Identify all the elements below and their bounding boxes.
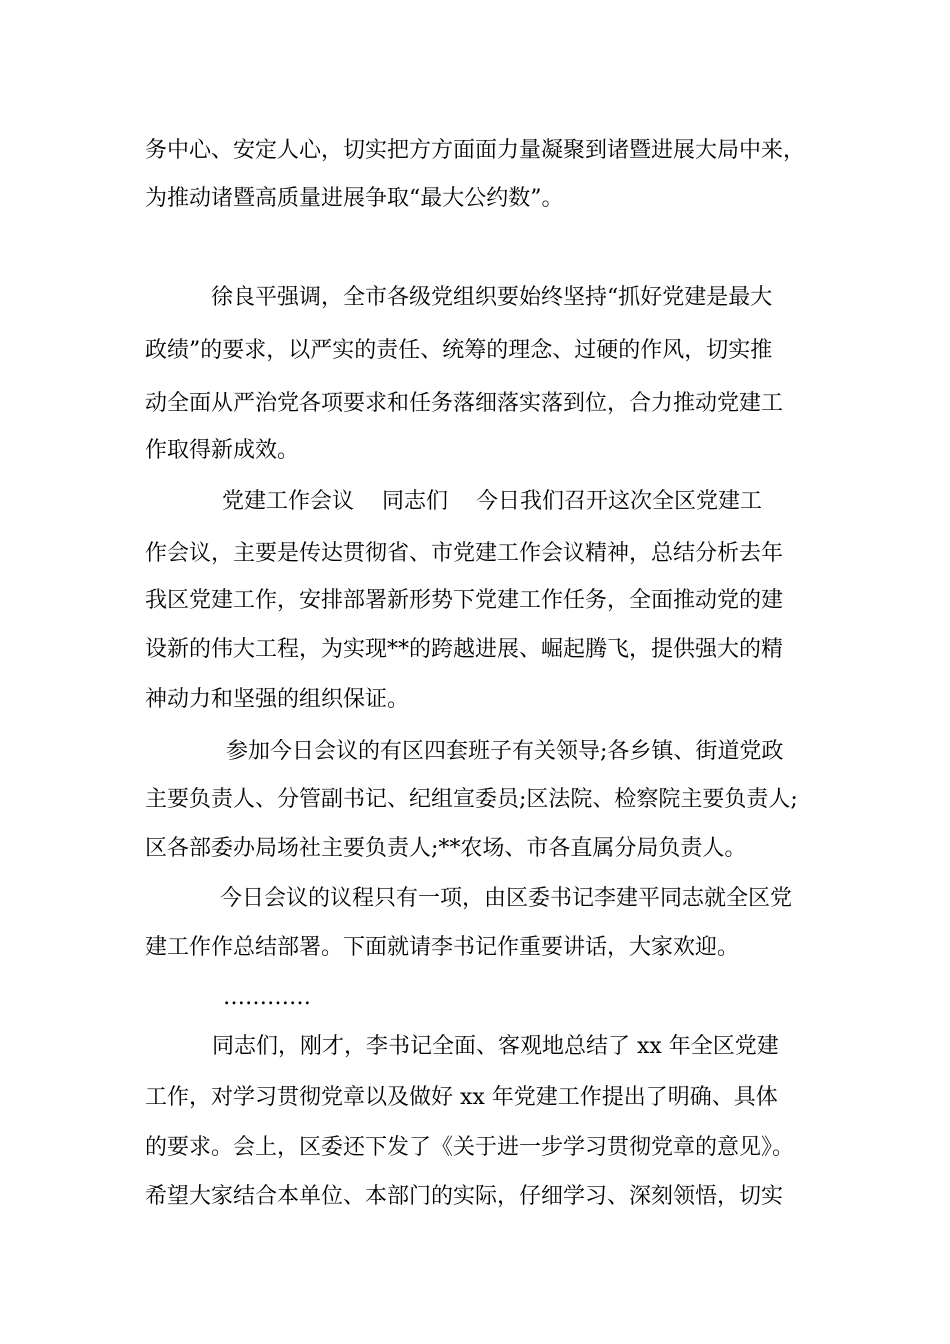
paragraph-start-line: 徐良平强调，全市各级党组织要始终坚持“抓好党建是最大 [211, 285, 773, 310]
text-line: 为推动诸暨高质量进展争取“最大公约数”。 [145, 186, 564, 211]
paragraph-start-line: 党建工作会议 同志们 今日我们召开这次全区党建工 [222, 489, 762, 514]
text-line: 作取得新成效。 [145, 438, 300, 463]
text-line: 动全面从严治党各项要求和任务落细落实落到位，合力推动党建工 [145, 391, 784, 416]
ellipsis-separator: ………… [223, 985, 311, 1010]
text-line: 希望大家结合本单位、本部门的实际，仔细学习、深刻领悟，切实 [145, 1184, 784, 1209]
paragraph-start-line: 参加今日会议的有区四套班子有关领导;各乡镇、街道党政 [226, 739, 784, 764]
text-line: 的要求。会上，区委还下发了《关于进一步学习贯彻党章的意见》。 [145, 1135, 795, 1160]
text-line: 主要负责人、分管副书记、纪组宣委员;区法院、检察院主要负责人; [145, 787, 798, 812]
paragraph-start-line: 今日会议的议程只有一项，由区委书记李建平同志就全区党 [220, 886, 793, 911]
text-line: 政绩”的要求，以严实的责任、统筹的理念、过硬的作风，切实推 [145, 338, 773, 363]
text-line: 我区党建工作，安排部署新形势下党建工作任务，全面推动党的建 [145, 588, 784, 613]
paragraph-start-line: 同志们，刚才，李书记全面、客观地总结了 xx 年全区党建 [212, 1034, 779, 1059]
text-line: 神动力和坚强的组织保证。 [145, 687, 410, 712]
text-line: 区各部委办局场社主要负责人;**农场、市各直属分局负责人。 [145, 836, 747, 861]
text-line: 工作，对学习贯彻党章以及做好 xx 年党建工作提出了明确、具体 [145, 1085, 778, 1110]
text-line: 建工作作总结部署。下面就请李书记作重要讲话，大家欢迎。 [145, 935, 740, 960]
text-line: 作会议，主要是传达贯彻省、市党建工作会议精神，总结分析去年 [145, 541, 784, 566]
text-line: 务中心、安定人心，切实把方方面面力量凝聚到诸暨进展大局中来， [145, 138, 806, 163]
text-line: 设新的伟大工程，为实现**的跨越进展、崛起腾飞，提供强大的精 [145, 637, 784, 662]
